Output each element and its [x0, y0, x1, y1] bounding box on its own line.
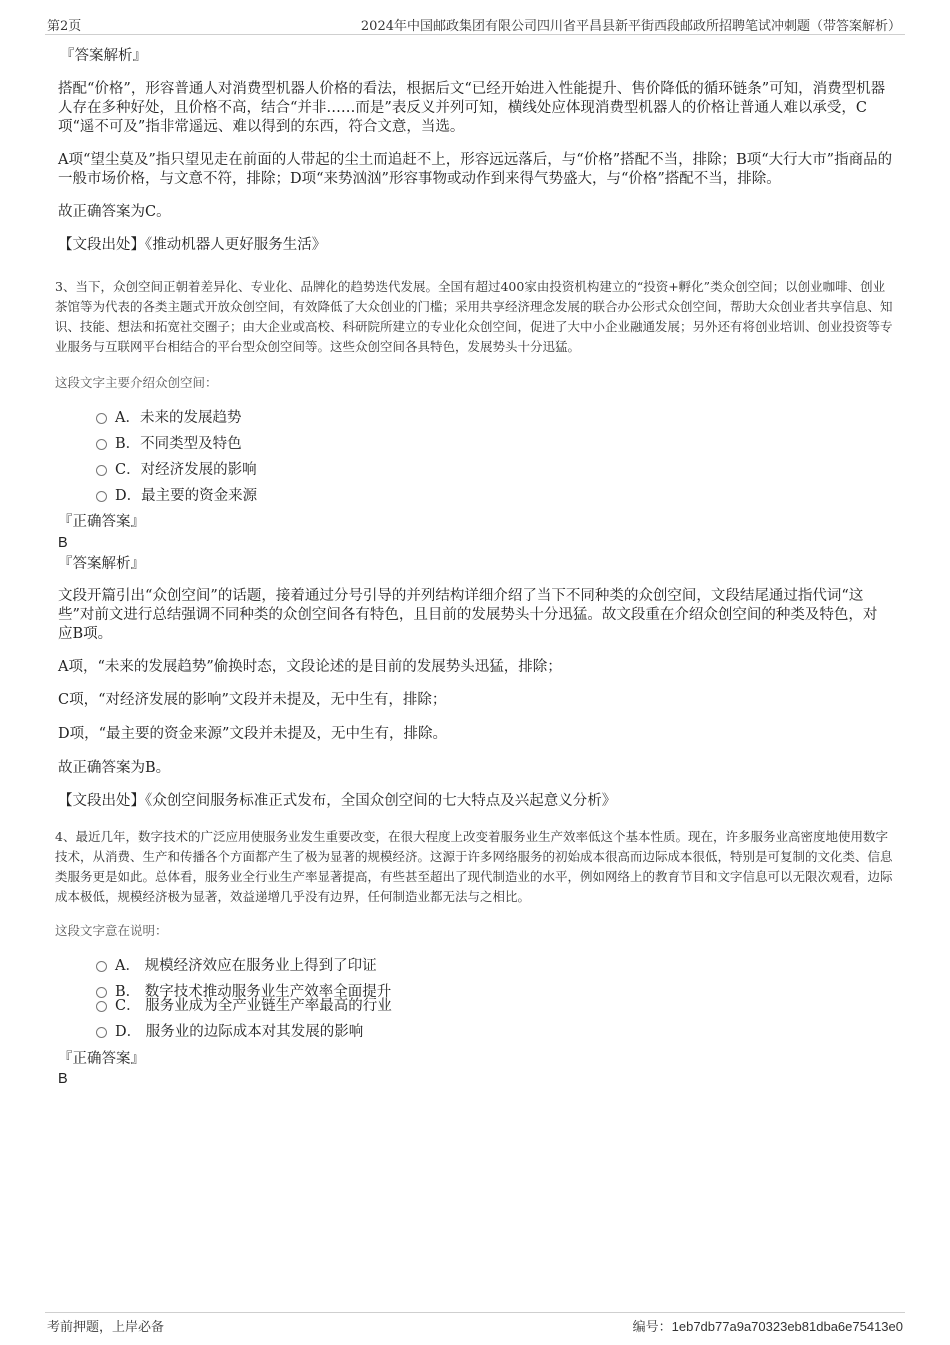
q3-option-c[interactable]	[96, 461, 257, 479]
page-number: 第2页	[47, 19, 82, 34]
footer-id-label: 编号：	[632, 1320, 672, 1335]
q4-option-d[interactable]	[96, 1023, 363, 1041]
q3-passage: 3、当下，众创空间正朝着差异化、专业化、品牌化的趋势迭代发展。全国有超过400家由投资机构建立的“投资+孵化”类众创空间；以创业咖啡、创业茶馆等为代表的各类主题式开放众创空间，有效降低了大众创业的门槛；采用共享经济理念发展的联合办公形式众创空间，帮助大众创业者共享信息、知识、技能、想法和拓宽社交圈子；由大企业或高校、科研院所建立的专业化众创空间，促进了大中小企业融通发展；另外还有将创业培训、创业投资等专业服务与互联网平台相结合的平台型众创空间等。这些众创空间各具特色，发展势头十分迅猛。	[55, 279, 893, 354]
q3-correct-label: 『正确答案』	[58, 514, 145, 530]
radio-icon[interactable]	[96, 1027, 107, 1038]
q4-passage: 4、最近几年，数字技术的广泛应用使服务业发生重要改变，在很大程度上改变着服务业生产效率低这个基本性质。现在，许多服务业高密度地使用数字技术，从消费、生产和传播各个方面都产生了极为显著的规模经济。这源于许多网络服务的初始成本很高而边际成本很低，特别是可复制的文化类、信息类服务更是如此。总体看，服务业全行业生产率显著提高，有些甚至超出了现代制造业的水平，例如网络上的教育节目和文字信息可以无限次观看，边际成本极低，规模经济极为显著，效益递增几乎没有边界，任何制造业都无法与之相比。	[55, 829, 893, 904]
q2-conclusion: 故正确答案为C。	[58, 204, 171, 220]
q3-option-d-label: D．最主要的资金来源	[115, 488, 258, 504]
q3-analysis-label: 『答案解析』	[58, 556, 145, 572]
footer-slogan: 考前押题，上岸必备	[47, 1320, 165, 1335]
q3-conclusion: 故正确答案为B。	[58, 760, 171, 776]
page-footer	[45, 1312, 905, 1339]
radio-icon[interactable]	[96, 491, 107, 502]
radio-icon[interactable]	[96, 439, 107, 450]
radio-icon[interactable]	[96, 1001, 107, 1012]
q3-analysis-d: D项，“最主要的资金来源”文段并未提及，无中生有，排除。	[58, 726, 447, 742]
q4-option-a[interactable]	[96, 957, 377, 975]
q2-analysis-label: 『答案解析』	[60, 48, 147, 64]
q3-question: 这段文字主要介绍众创空间：	[55, 375, 218, 390]
q4-option-b-label: B． 数字技术推动服务业生产效率全面提升	[115, 984, 392, 1000]
footer-id-code: 1eb7db77a9a70323eb81dba6e75413e0	[671, 1319, 903, 1334]
radio-icon[interactable]	[96, 961, 107, 972]
q3-analysis-paragraph-1: 文段开篇引出“众创空间”的话题，接着通过分号引导的并列结构详细介绍了当下不同种类的众创空间，文段结尾通过指代词“这些”对前文进行总结强调不同种类的众创空间各有特色，且目前的发展势头十分迅猛。故文段重在介绍众创空间的种类及特色，对应B项。	[58, 588, 878, 642]
q4-option-d-label: D． 服务业的边际成本对其发展的影响	[115, 1024, 364, 1040]
q3-option-b-label: B．不同类型及特色	[115, 436, 242, 452]
q3-option-c-label: C．对经济发展的影响	[115, 462, 257, 478]
page-header	[45, 12, 905, 35]
q3-option-b[interactable]	[96, 435, 242, 453]
q4-question: 这段文字意在说明：	[55, 923, 168, 938]
document-title: 2024年中国邮政集团有限公司四川省平昌县新平街西段邮政所招聘笔试冲刺题（带答案解析）	[360, 19, 901, 34]
q2-source: 【文段出处】《推动机器人更好服务生活》	[58, 237, 327, 253]
q4-correct-label: 『正确答案』	[58, 1051, 145, 1067]
q3-option-a[interactable]	[96, 409, 241, 427]
radio-icon[interactable]	[96, 465, 107, 476]
q4-option-a-label: A． 规模经济效应在服务业上得到了印证	[115, 958, 377, 974]
q3-source: 【文段出处】《众创空间服务标准正式发布，全国众创空间的七大特点及兴起意义分析》	[58, 793, 617, 809]
radio-icon[interactable]	[96, 413, 107, 424]
q3-analysis-a: A项，“未来的发展趋势”偷换时态，文段论述的是目前的发展势头迅猛，排除；	[58, 659, 562, 675]
q2-analysis-paragraph-1: 搭配“价格”，形容普通人对消费型机器人价格的看法，根据后文“已经开始进入性能提升、售价降低的循环链条”可知，消费型机器人存在多种好处，且价格不高，结合“并非……而是”表反义并列可知，横线处应体现消费型机器人的价格让普通人难以承受，C项“遥不可及”指非常遥远、难以得到的东西，符合文意，当选。	[58, 81, 886, 135]
q3-option-d[interactable]	[96, 487, 257, 505]
footer-id	[633, 1316, 903, 1335]
q4-option-c-label: C． 服务业成为全产业链生产率最高的行业	[115, 998, 392, 1014]
q4-option-c[interactable]	[96, 997, 392, 1015]
q3-analysis-c: C项，“对经济发展的影响”文段并未提及，无中生有，排除；	[58, 692, 447, 708]
q3-answer: B	[58, 535, 68, 551]
q3-option-a-label: A．未来的发展趋势	[115, 410, 242, 426]
q2-analysis-paragraph-2: A项“望尘莫及”指只望见走在前面的人带起的尘土而追赶不上，形容远远落后，与“价格”搭配不当，排除；B项“大行大市”指商品的一般市场价格，与文意不符，排除；D项“来势汹汹”形容事物或动作到来得气势盛大，与“价格”搭配不当，排除。	[58, 152, 893, 187]
q4-answer: B	[58, 1071, 68, 1087]
